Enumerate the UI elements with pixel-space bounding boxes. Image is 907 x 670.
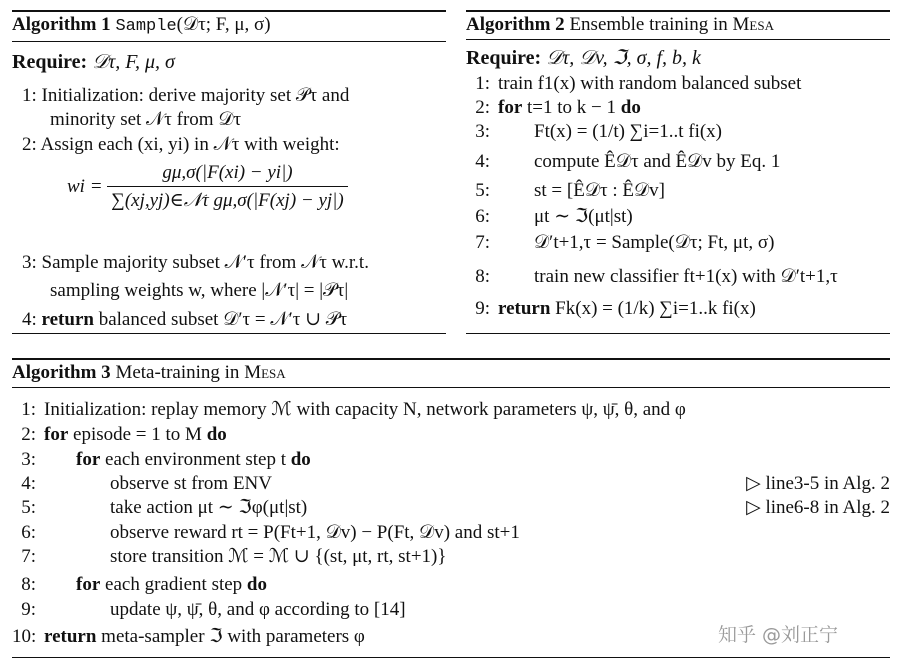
line-body: [534, 206, 633, 227]
line-number: 7:: [475, 232, 490, 253]
line-text: observe reward rt = P(Ft+1, 𝒟v) − P(Ft, 𝒟v) and st+1: [110, 522, 520, 543]
line-number: 2:: [475, 97, 490, 118]
line-text: each environment step t: [105, 449, 286, 470]
alg3-comment-line5: ▷ line6-8 in Alg. 2: [746, 497, 890, 518]
alg3-comment-line4: ▷ line3-5 in Alg. 2: [746, 473, 890, 494]
line-text: 𝒟′t+1,τ = Sample(𝒟τ; Ft, μt, σ): [534, 232, 775, 253]
line-text: train new classifier ft+1(x) with 𝒟′t+1,τ: [534, 266, 838, 287]
alg2-require-line: Require: 𝒟τ, 𝒟v, ℑ, σ, f, b, k: [466, 47, 701, 69]
line-number: 3:: [21, 449, 36, 470]
line-number: 8:: [475, 266, 490, 287]
alg1-line-4: 4: return balanced subset 𝒟′τ = 𝒩′τ ∪ 𝒫τ: [22, 309, 348, 330]
keyword: do: [206, 424, 227, 445]
algorithm-3-title: Algorithm 3 Meta-training in Mesa: [12, 358, 890, 388]
line-number: 3:: [475, 121, 490, 142]
line-text: μt ∼ ℑ(μt|st): [534, 206, 633, 227]
line-text: train f1(x) with random balanced subset: [498, 73, 802, 94]
alg2-line-9: [466, 298, 756, 320]
alg3-line-7: [12, 546, 447, 568]
alg2-bottom-rule: [466, 333, 890, 334]
keyword: for: [498, 97, 523, 118]
line-body: [110, 522, 520, 543]
keyword: do: [620, 97, 641, 118]
line-number: 10:: [12, 626, 37, 647]
alg2-line-4: [466, 151, 780, 173]
line-text: t=1 to k − 1: [527, 97, 617, 118]
line-text: Fk(x) = (1/k) ∑i=1..k fi(x): [555, 298, 756, 319]
alg1-bottom-rule: [12, 333, 446, 334]
line-body: [534, 232, 774, 253]
line-text: each gradient step: [105, 574, 243, 595]
alg3-line-8: [12, 574, 267, 596]
algorithm-1: [12, 10, 446, 335]
line-body: [44, 399, 686, 420]
line-body: [110, 497, 307, 518]
alg2-line-5: [466, 180, 665, 202]
alg1-line-1-cont: minority set 𝒩τ from 𝒟τ: [50, 109, 242, 130]
alg3-line-3: [12, 449, 311, 471]
alg3-bottom-rule: [12, 657, 890, 658]
line-body: [534, 266, 838, 287]
line-body: [498, 73, 801, 94]
line-text: Initialization: replay memory ℳ with capacity N, network parameters ψ, ψ̄, θ, and φ: [44, 399, 686, 420]
alg2-line-8: [466, 266, 838, 288]
line-body: [498, 97, 641, 118]
algorithm-2-title: Algorithm 2 Ensemble training in Mesa: [466, 10, 890, 40]
weight-formula: wi = $\frac{g\mu,\sigma(|F(xi) - yi|)}{\text{∑(xj,yj)∈𝒩τ gμ,σ(|F(xj) − yj|)}}$: [67, 162, 348, 212]
line-body: [110, 546, 447, 567]
line-text: take action μt ∼ ℑφ(μt|st): [110, 497, 308, 518]
line-body: [534, 180, 665, 201]
alg2-line-7: [466, 232, 774, 254]
algorithm-2: [466, 10, 890, 335]
line-text: meta-sampler ℑ with parameters φ: [101, 626, 365, 647]
require-line: Require: 𝒟τ, F, μ, σ: [12, 51, 175, 73]
alg3-line-5: [12, 497, 307, 519]
alg2-line-6: [466, 206, 633, 228]
alg3-line-1: [12, 399, 686, 421]
line-text: observe st from ENV: [110, 473, 272, 494]
alg2-line-1: [466, 73, 801, 95]
line-number: 4:: [475, 151, 490, 172]
keyword: do: [290, 449, 311, 470]
line-text: compute Ê𝒟τ and Ê𝒟v by Eq. 1: [534, 151, 781, 172]
line-text: st = [Ê𝒟τ : Ê𝒟v]: [534, 180, 665, 201]
alg3-line-2: [12, 424, 227, 446]
algorithm-3: [12, 358, 890, 660]
keyword: for: [76, 574, 101, 595]
line-number: 6:: [475, 206, 490, 227]
line-number: 1:: [475, 73, 490, 94]
alg2-line-2: [466, 97, 641, 119]
line-text: Ft(x) = (1/t) ∑i=1..t fi(x): [534, 121, 723, 142]
line-number: 1:: [21, 399, 36, 420]
alg1-line-3-cont: sampling weights w, where |𝒩′τ| = |𝒫τ|: [50, 280, 349, 301]
line-number: 5:: [21, 497, 36, 518]
line-number: 7:: [21, 546, 36, 567]
watermark: 知乎 @刘正宁: [718, 624, 839, 646]
line-number: 9:: [475, 298, 490, 319]
alg1-line-1: 1: Initialization: derive majority set 𝒫τ and: [22, 85, 350, 106]
line-number: 8:: [21, 574, 36, 595]
line-body: [534, 151, 780, 172]
keyword: do: [246, 574, 267, 595]
keyword: for: [44, 424, 69, 445]
alg3-line-4: [12, 473, 272, 495]
line-body: [534, 121, 722, 142]
line-number: 9:: [21, 599, 36, 620]
line-body: [76, 449, 311, 470]
line-number: 4:: [21, 473, 36, 494]
keyword: return: [44, 626, 97, 647]
alg3-line-6: [12, 522, 520, 544]
keyword: for: [76, 449, 101, 470]
line-body: [76, 574, 267, 595]
line-text: episode = 1 to M: [73, 424, 202, 445]
line-text: store transition ℳ = ℳ ∪ {(st, μt, rt, st+1)}: [110, 546, 447, 567]
line-body: [110, 473, 272, 494]
alg1-line-2: 2: Assign each (xi, yi) in 𝒩τ with weight:: [22, 134, 340, 155]
line-body: [498, 298, 756, 319]
alg1-line-3: 3: Sample majority subset 𝒩′τ from 𝒩τ w.r.t.: [22, 252, 369, 273]
line-number: 6:: [21, 522, 36, 543]
weight-fraction: $\frac{g\mu,\sigma(|F(xi) - yi|)}{\text{∑(xj,yj)∈𝒩τ gμ,σ(|F(xj) − yj|)}}$: [107, 162, 347, 212]
line-body: [44, 424, 227, 445]
keyword: return: [498, 298, 551, 319]
algorithm-1-title: Algorithm 1 Sample(𝒟τ; F, μ, σ): [12, 10, 446, 42]
line-number: 2:: [21, 424, 36, 445]
line-number: 5:: [475, 180, 490, 201]
line-text: update ψ, ψ̄, θ, and φ according to [14]: [110, 599, 406, 620]
line-body: [110, 599, 406, 620]
alg3-line-9: [12, 599, 406, 621]
alg2-line-3: [466, 121, 722, 143]
line-body: [44, 626, 365, 647]
alg3-line-10: [12, 626, 365, 648]
